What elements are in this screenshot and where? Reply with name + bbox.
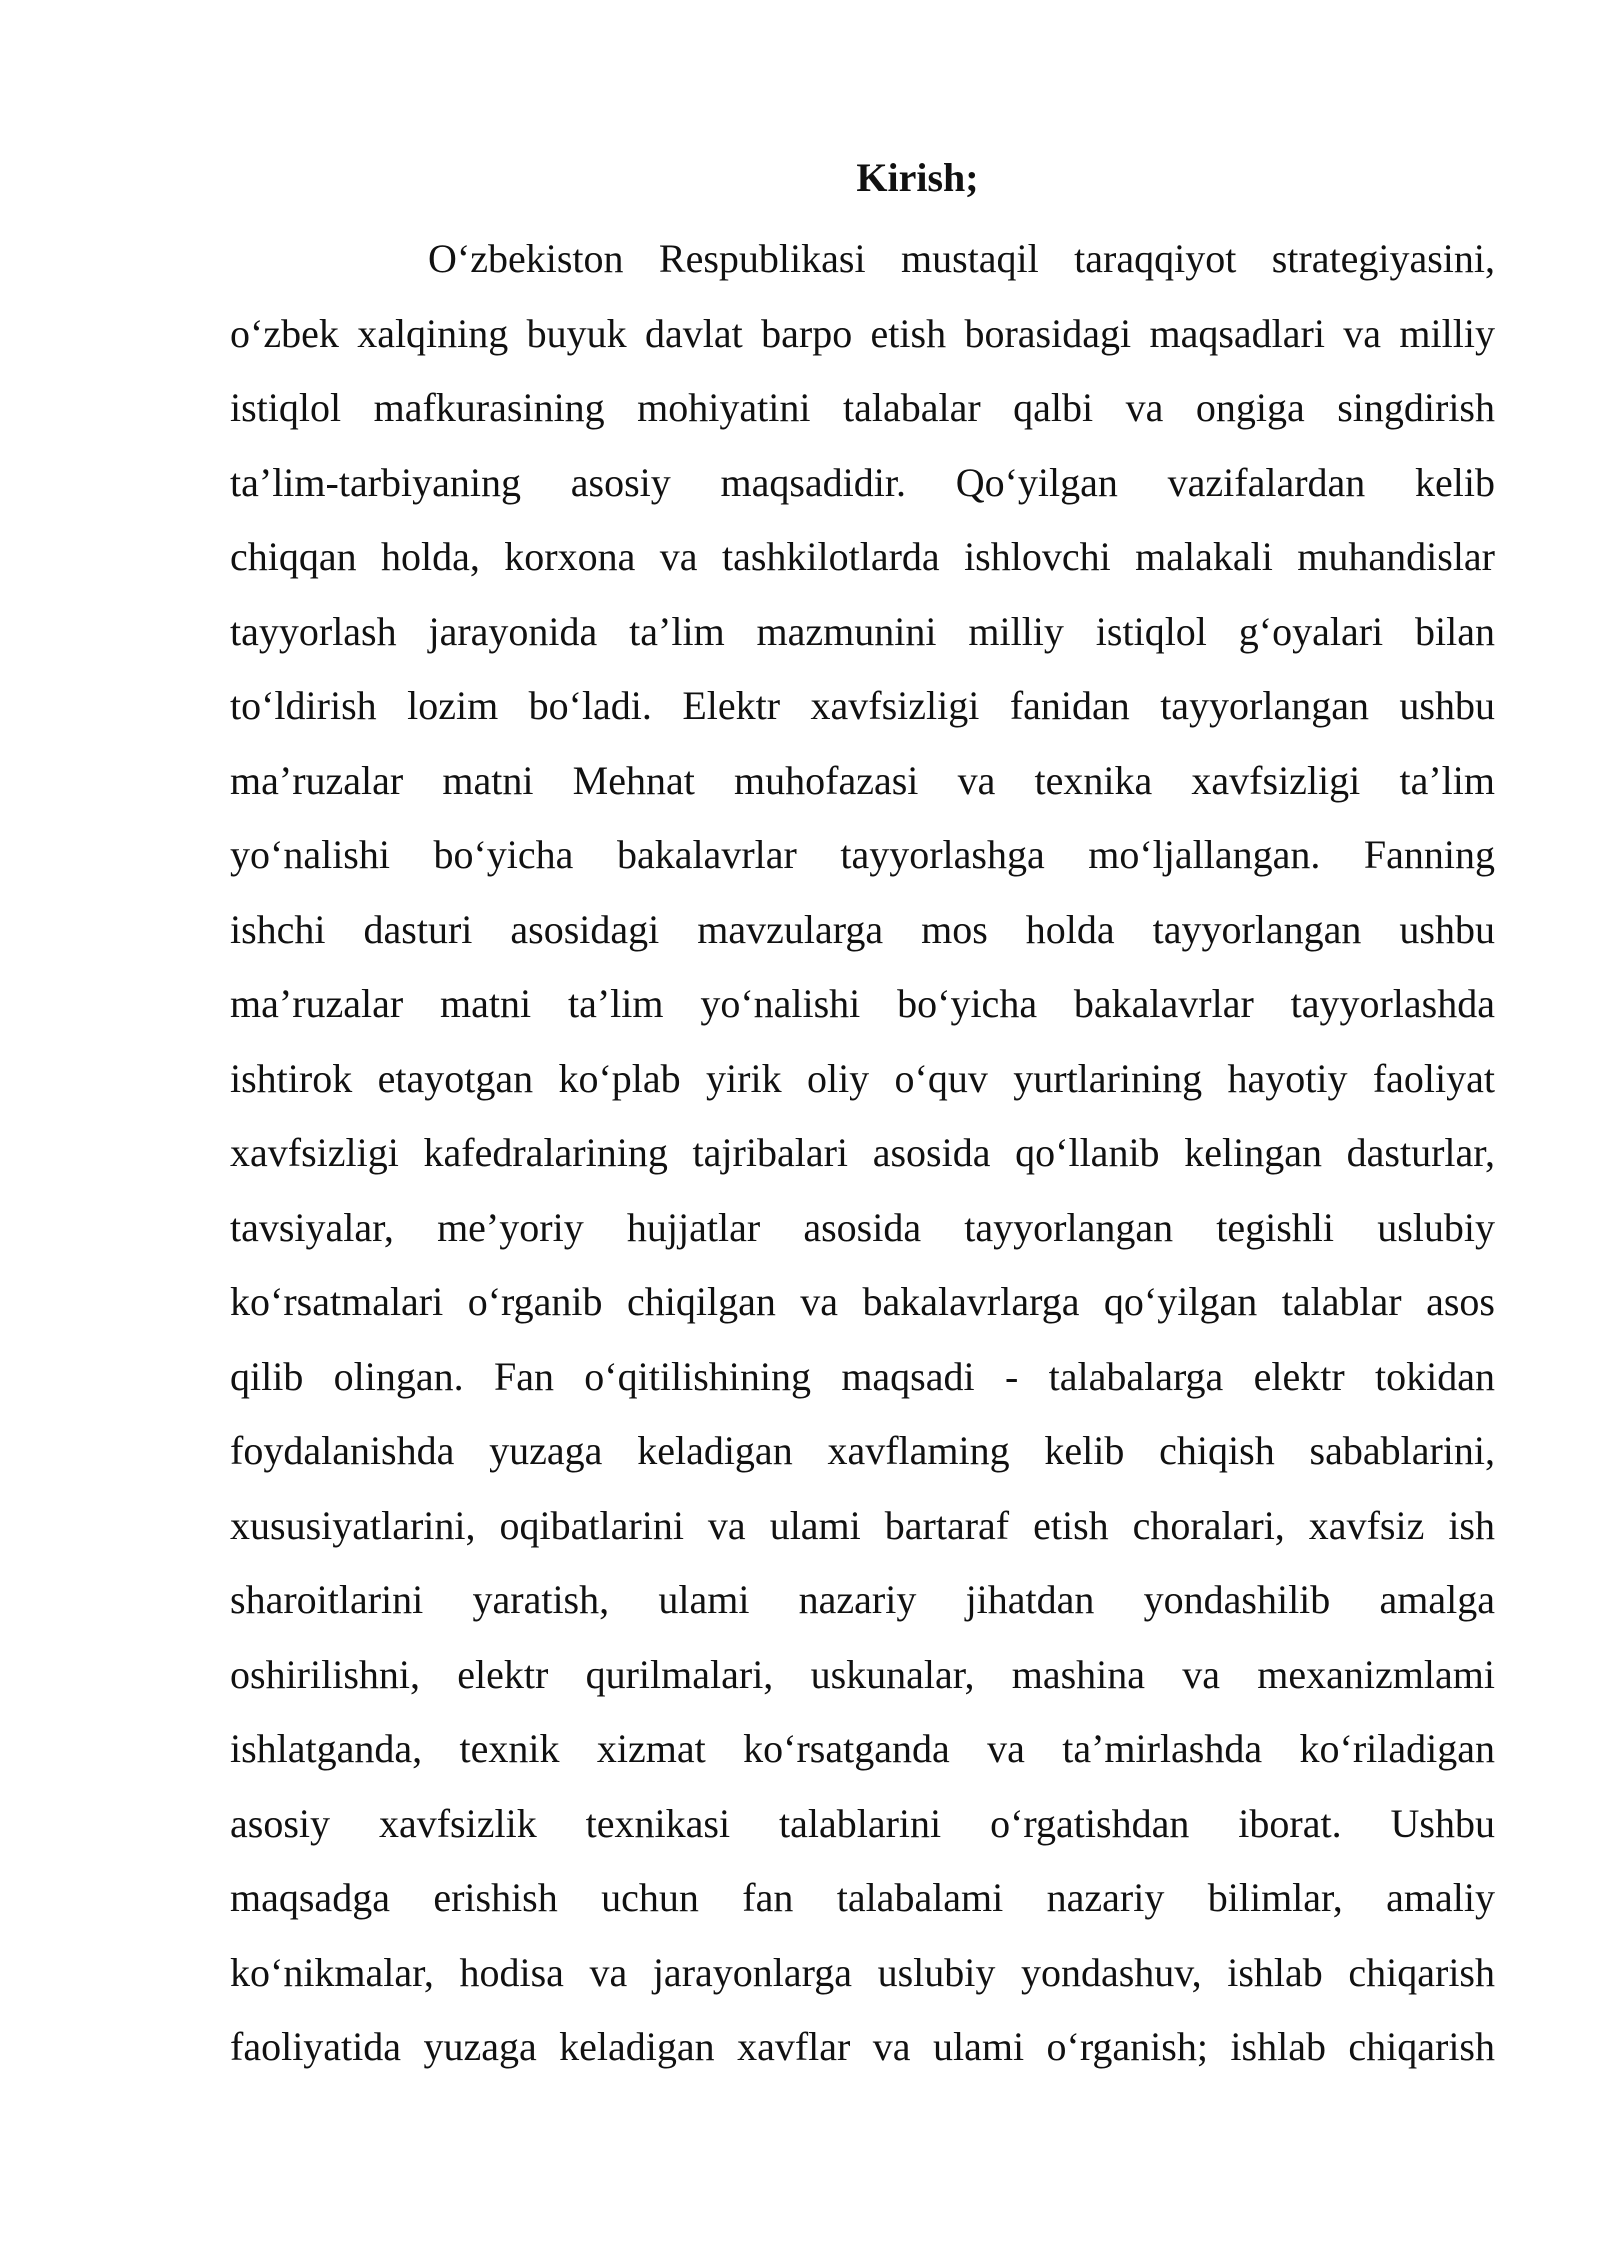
- text-line: O‘zbekiston Respublikasi mustaqil taraqqiyot strategiyasini,: [428, 236, 1495, 281]
- text-line: istiqlol mafkurasining mohiyatini talabalar qalbi va ongiga singdirish: [230, 385, 1495, 430]
- page-title: Kirish;: [856, 155, 979, 200]
- text-line: tayyorlash jarayonida ta’lim mazmunini milliy istiqlol g‘oyalari bilan: [230, 608, 1495, 654]
- text-line: to‘ldirish lozim bo‘ladi. Elektr xavfsizligi fanidan tayyorlangan ushbu: [230, 683, 1495, 728]
- text-line: ishchi dasturi asosidagi mavzularga mos holda tayyorlangan ushbu: [230, 906, 1495, 952]
- text-line: ta’lim-tarbiyaning asosiy maqsadidir. Qo‘yilgan vazifalardan kelib: [230, 459, 1495, 505]
- text-line: ko‘rsatmalari o‘rganib chiqilgan va bakalavrlarga qo‘yilgan talablar asos: [230, 1279, 1495, 1324]
- text-line: yo‘nalishi bo‘yicha bakalavrlar tayyorlashga mo‘ljallangan. Fanning: [230, 832, 1495, 877]
- text-line: tavsiyalar, me’yoriy hujjatlar asosida tayyorlangan tegishli uslubiy: [230, 1204, 1495, 1250]
- text-line: asosiy xavfsizlik texnikasi talablarini o‘rgatishdan iborat. Ushbu: [230, 1800, 1495, 1846]
- text-line: qilib olingan. Fan o‘qitilishining maqsadi - talabalarga elektr tokidan: [230, 1353, 1495, 1399]
- text-line: sharoitlarini yaratish, ulami nazariy jihatdan yondashilib amalga: [230, 1577, 1495, 1622]
- text-line: oshirilishni, elektr qurilmalari, uskunalar, mashina va mexanizmlami: [230, 1651, 1495, 1697]
- text-line: ishlatganda, texnik xizmat ko‘rsatganda va ta’mirlashda ko‘riladigan: [230, 1726, 1495, 1771]
- text-line: xususiyatlarini, oqibatlarini va ulami bartaraf etish choralari, xavfsiz ish: [230, 1502, 1495, 1548]
- body-paragraph: [230, 222, 1495, 2085]
- text-line: foydalanishda yuzaga keladigan xavflaming kelib chiqish sabablarini,: [230, 1428, 1495, 1473]
- text-line: ma’ruzalar matni ta’lim yo‘nalishi bo‘yicha bakalavrlar tayyorlashda: [230, 981, 1495, 1026]
- text-line: ko‘nikmalar, hodisa va jarayonlarga uslubiy yondashuv, ishlab chiqarish: [230, 1949, 1495, 1995]
- text-line: chiqqan holda, korxona va tashkilotlarda ishlovchi malakali muhandislar: [230, 534, 1495, 579]
- text-line: xavfsizligi kafedralarining tajribalari asosida qo‘llanib kelingan dasturlar,: [230, 1130, 1495, 1175]
- text-line: o‘zbek xalqining buyuk davlat barpo etish borasidagi maqsadlari va milliy: [230, 310, 1495, 356]
- text-line: maqsadga erishish uchun fan talabalami nazariy bilimlar, amaliy: [230, 1875, 1495, 1920]
- text-line: ma’ruzalar matni Mehnat muhofazasi va texnika xavfsizligi ta’lim: [230, 757, 1495, 803]
- text-line: faoliyatida yuzaga keladigan xavflar va ulami o‘rganish; ishlab chiqarish: [230, 2024, 1495, 2069]
- text-line: ishtirok etayotgan ko‘plab yirik oliy o‘quv yurtlarining hayotiy faoliyat: [230, 1055, 1495, 1101]
